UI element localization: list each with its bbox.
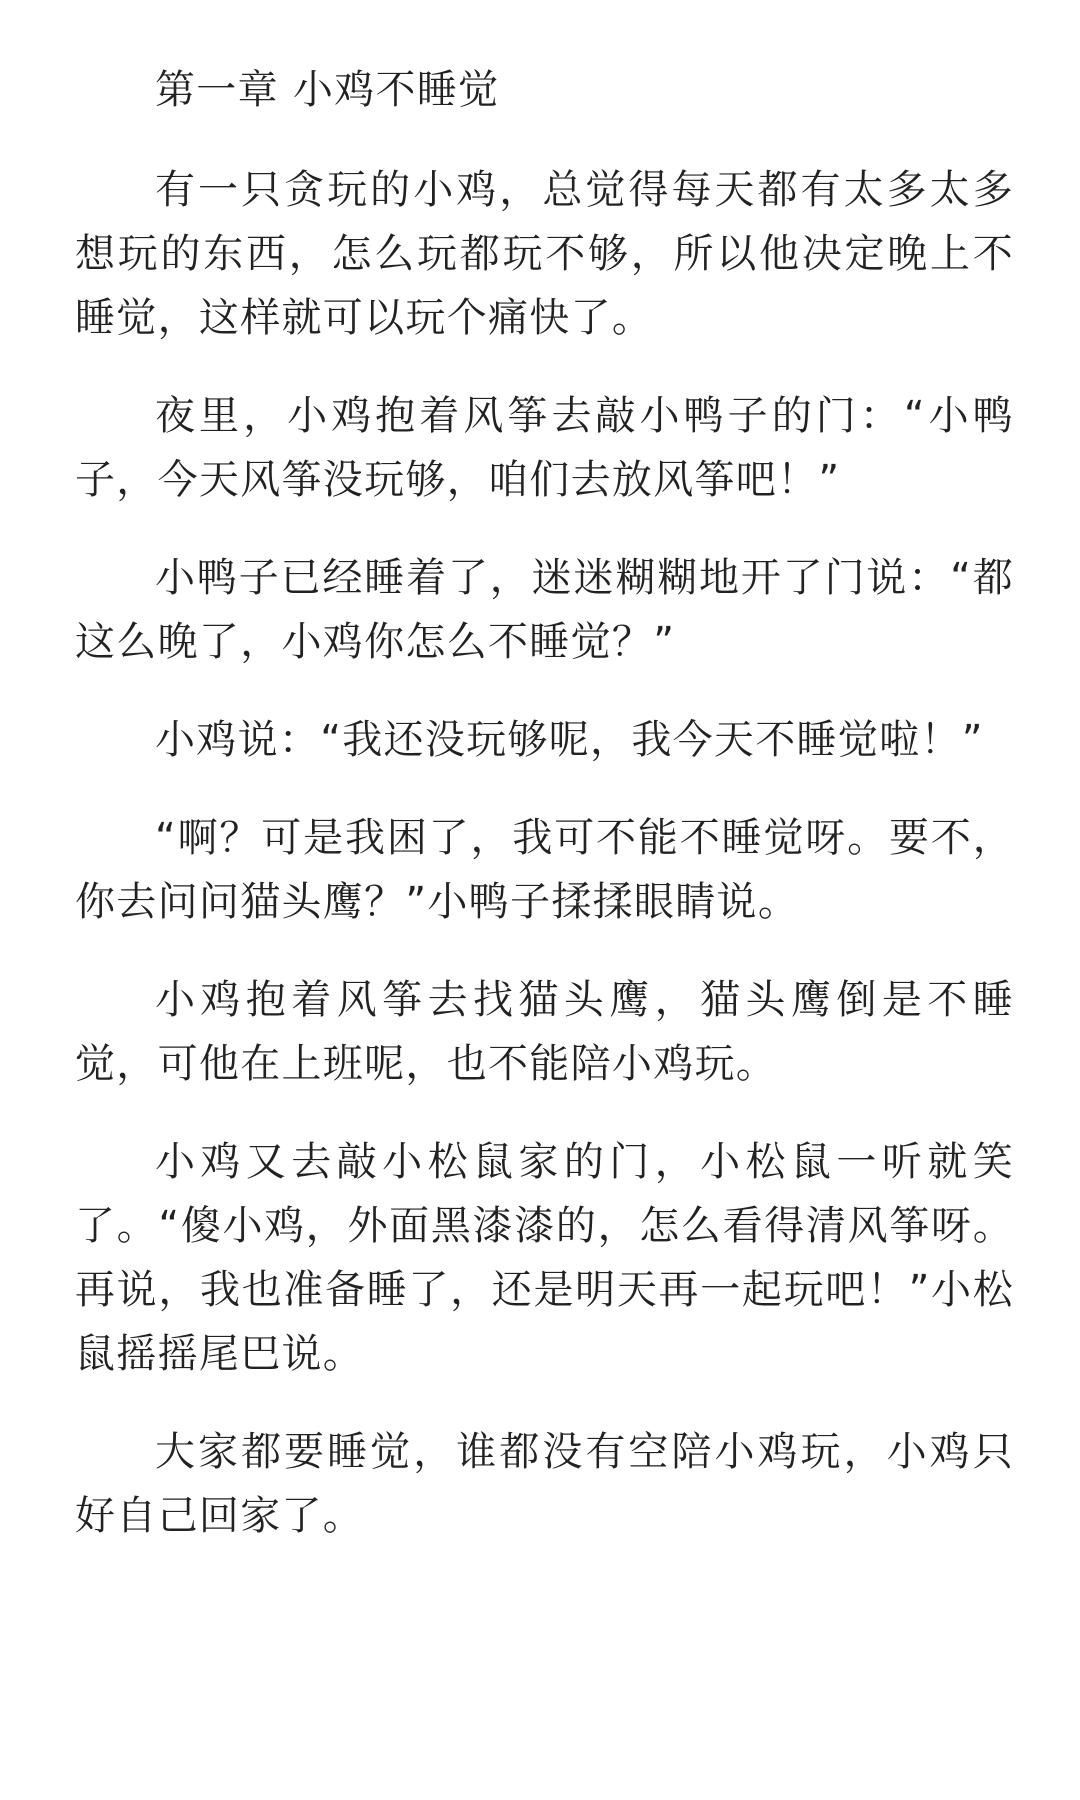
paragraph: 小鸡说：“我还没玩够呢，我今天不睡觉啦！” xyxy=(155,717,984,763)
paragraph: 小鸭子已经睡着了，迷迷糊糊地开了门说：“都这么晚了，小鸡你怎么不睡觉？” xyxy=(75,555,1014,665)
chapter-title: 第一章 小鸡不睡觉 xyxy=(155,67,500,113)
paragraph: 小鸡抱着风筝去找猫头鹰，猫头鹰倒是不睡觉，可他在上班呢，也不能陪小鸡玩。 xyxy=(75,977,1014,1087)
paragraph: “啊？可是我困了，我可不能不睡觉呀。要不，你去问问猫头鹰？”小鸭子揉揉眼睛说。 xyxy=(75,815,1014,925)
paragraph: 夜里，小鸡抱着风筝去敲小鸭子的门：“小鸭子，今天风筝没玩够，咱们去放风筝吧！” xyxy=(75,393,1014,503)
paragraph: 小鸡又去敲小松鼠家的门，小松鼠一听就笑了。“傻小鸡，外面黑漆漆的，怎么看得清风筝呀。再说，我也准备睡了，还是明天再一起玩吧！”小松鼠摇摇尾巴说。 xyxy=(75,1139,1014,1377)
paragraph: 有一只贪玩的小鸡，总觉得每天都有太多太多想玩的东西，怎么玩都玩不够，所以他决定晚上不睡觉，这样就可以玩个痛快了。 xyxy=(75,167,1014,341)
paragraph: 大家都要睡觉，谁都没有空陪小鸡玩，小鸡只好自己回家了。 xyxy=(75,1429,1014,1539)
